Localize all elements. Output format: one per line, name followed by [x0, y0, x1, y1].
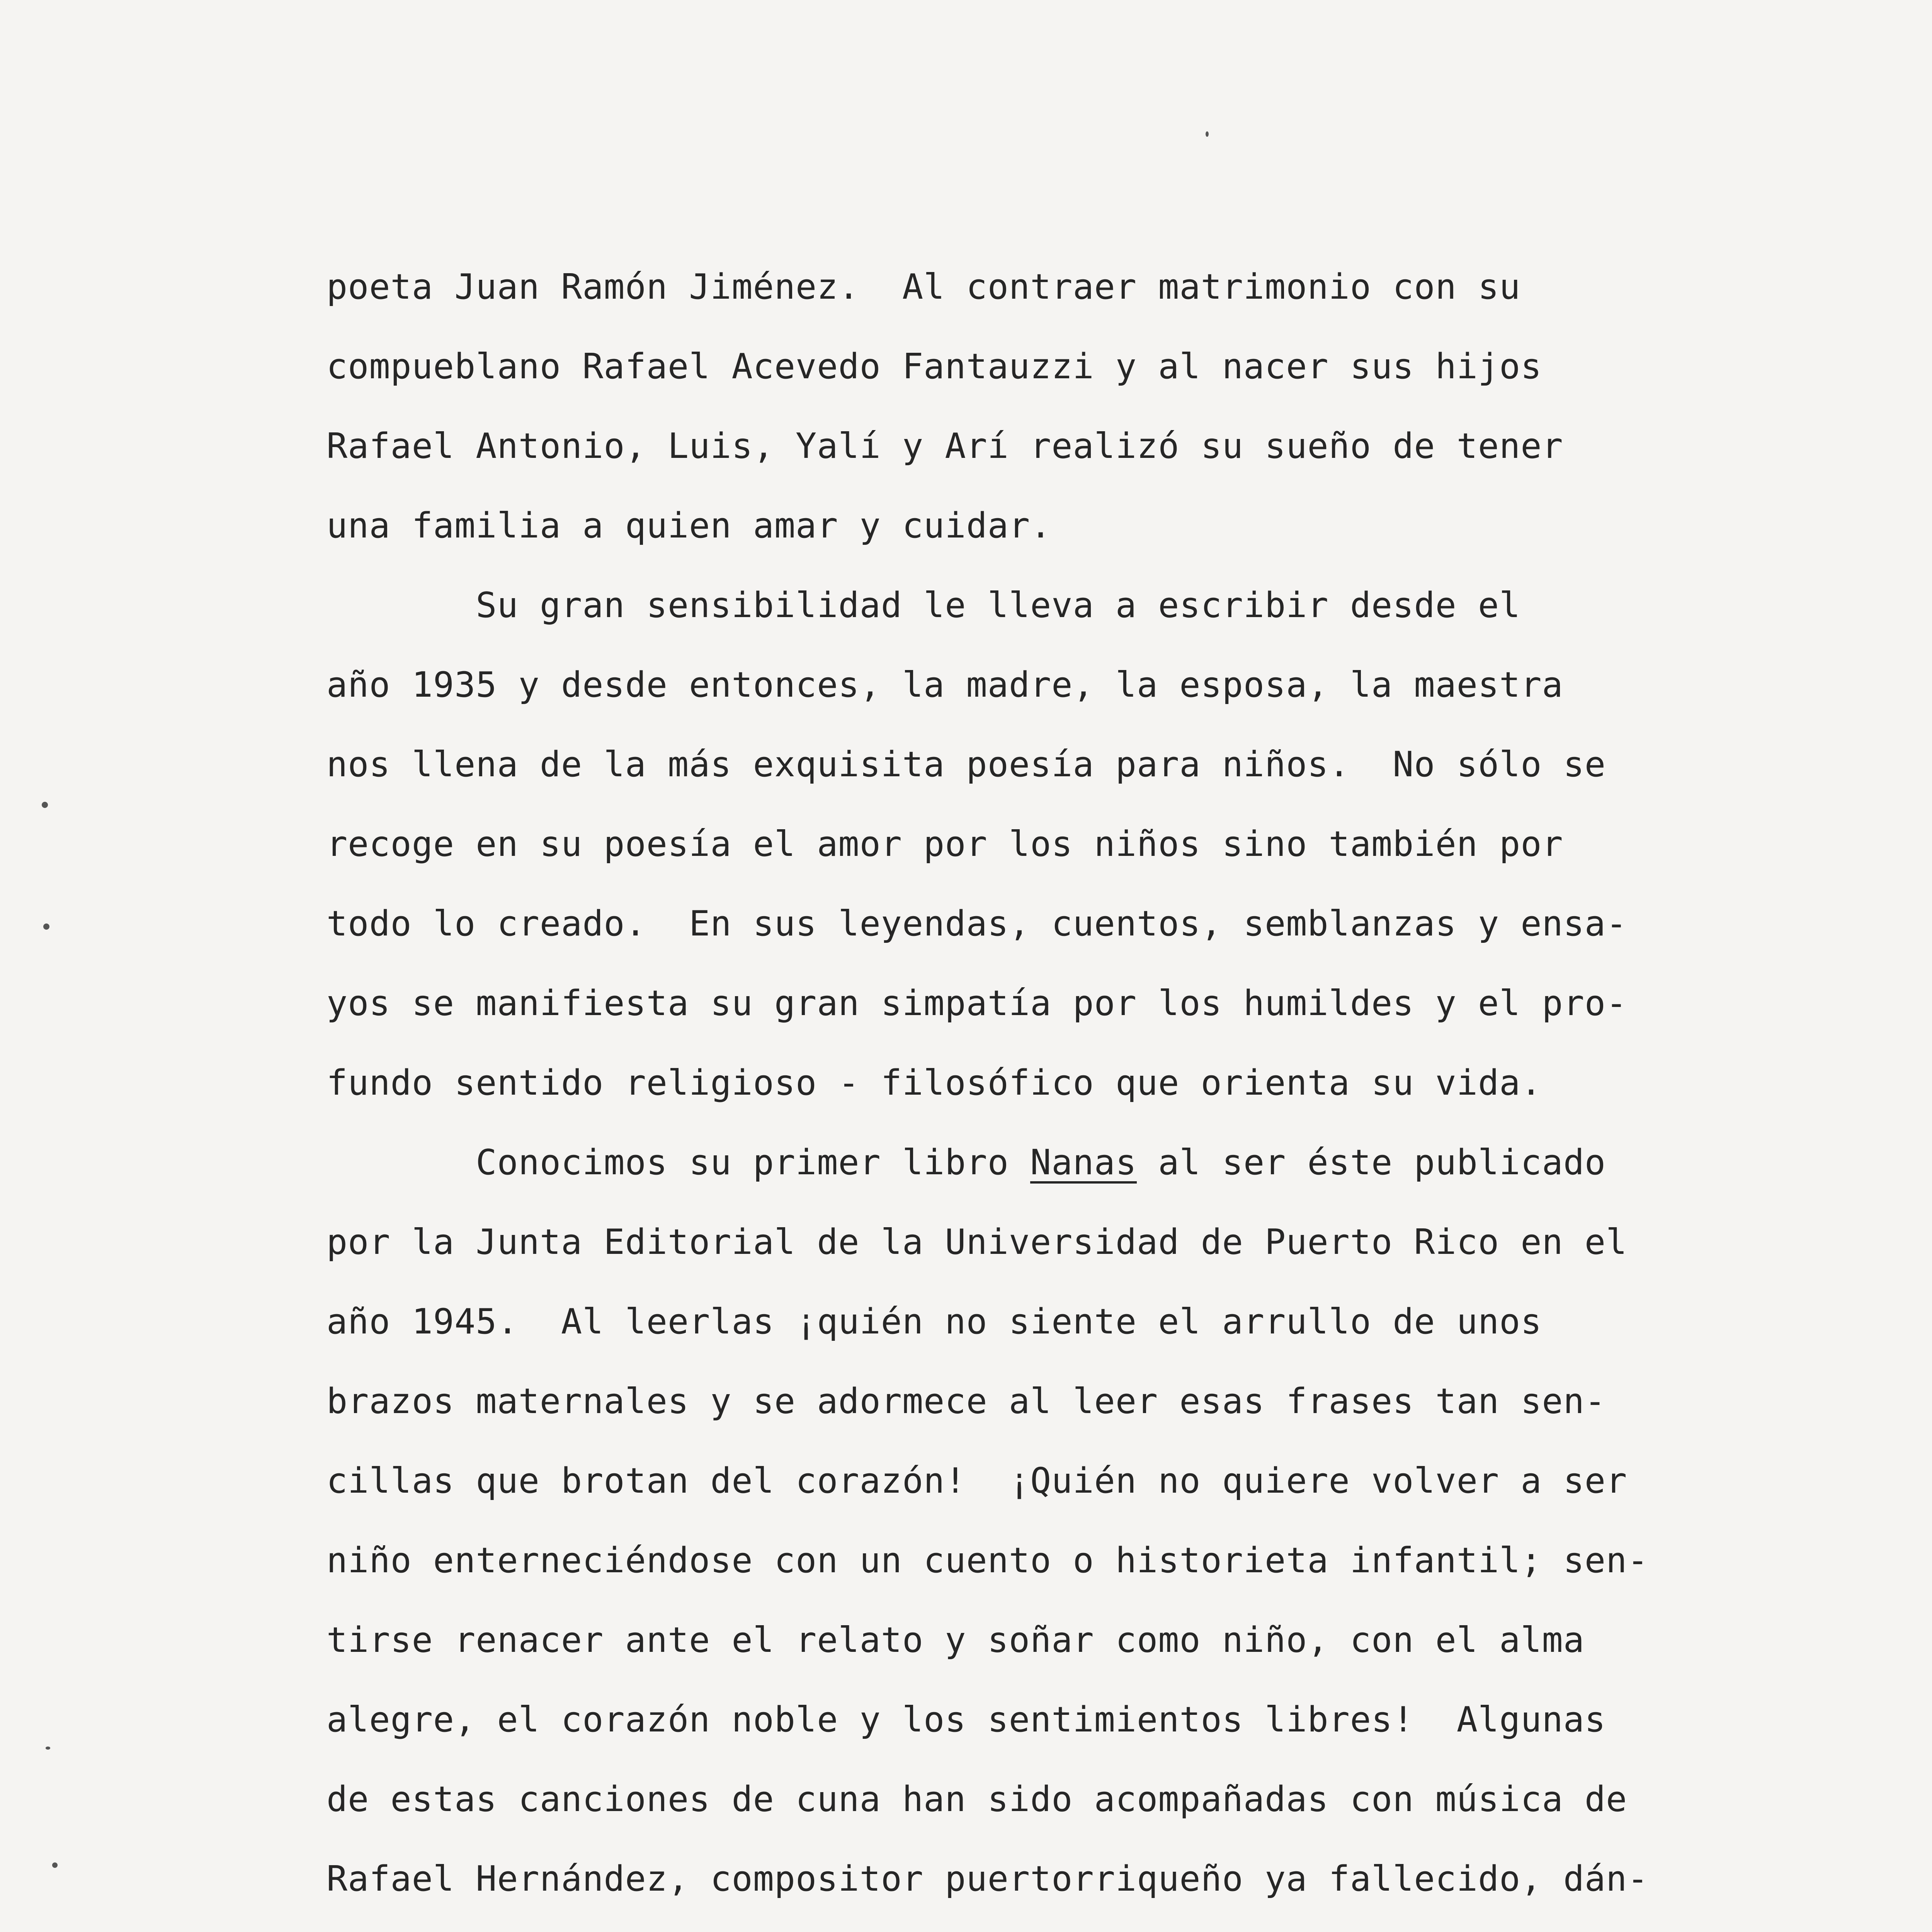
text-line: todo lo creado. En sus leyendas, cuentos, semblanzas y ensa- — [327, 903, 1628, 944]
text-line: recoge en su poesía el amor por los niños sino también por — [327, 824, 1563, 864]
scan-speck — [46, 1747, 50, 1750]
text-line: compueblano Rafael Acevedo Fantauzzi y al nacer sus hijos — [327, 346, 1542, 387]
text-line: niño enterneciéndose con un cuento o historieta infantil; sen- — [327, 1540, 1649, 1581]
text-line: alegre, el corazón noble y los sentimientos libres! Algunas — [327, 1699, 1606, 1740]
text-line: brazos maternales y se adormece al leer esas frases tan sen- — [327, 1381, 1606, 1422]
text-line: tirse renacer ante el relato y soñar como niño, con el alma — [327, 1620, 1585, 1660]
text-line — [327, 1919, 1795, 1932]
body-text — [327, 247, 1795, 1932]
text-line: año 1945. Al leerlas ¡quién no siente el arrullo de unos — [327, 1301, 1542, 1342]
text-line: poeta Juan Ramón Jiménez. Al contraer matrimonio con su — [327, 267, 1521, 307]
text-line: Rafael Antonio, Luis, Yalí y Arí realizó su sueño de tener — [327, 426, 1563, 466]
text-line: por la Junta Editorial de la Universidad de Puerto Rico en el — [327, 1222, 1628, 1262]
text-line: año 1935 y desde entonces, la madre, la esposa, la maestra — [327, 665, 1563, 705]
text-line: Su gran sensibilidad le lleva a escribir desde el — [327, 585, 1521, 626]
text-segment: al ser éste publicado — [1137, 1142, 1606, 1183]
text-line: Rafael Hernández, compositor puertorriqueño ya fallecido, dán- — [327, 1859, 1649, 1899]
text-line: una familia a quien amar y cuidar. — [327, 505, 1052, 546]
book-title: Nanas — [1030, 1142, 1137, 1183]
scan-speck — [43, 923, 49, 930]
scan-speck — [1206, 131, 1209, 137]
text-line: fundo sentido religioso - filosófico que orienta su vida. — [327, 1063, 1542, 1103]
text-line: nos llena de la más exquisita poesía para niños. No sólo se — [327, 744, 1606, 785]
text-line: yos se manifiesta su gran simpatía por los humildes y el pro- — [327, 983, 1628, 1024]
scan-speck — [52, 1862, 58, 1868]
text-line — [327, 1123, 1795, 1202]
text-line: cillas que brotan del corazón! ¡Quién no quiere volver a ser — [327, 1461, 1628, 1501]
text-line: de estas canciones de cuna han sido acompañadas con música de — [327, 1779, 1628, 1820]
scan-speck — [42, 802, 48, 808]
text-segment: Conocimos su primer libro — [327, 1142, 1031, 1183]
